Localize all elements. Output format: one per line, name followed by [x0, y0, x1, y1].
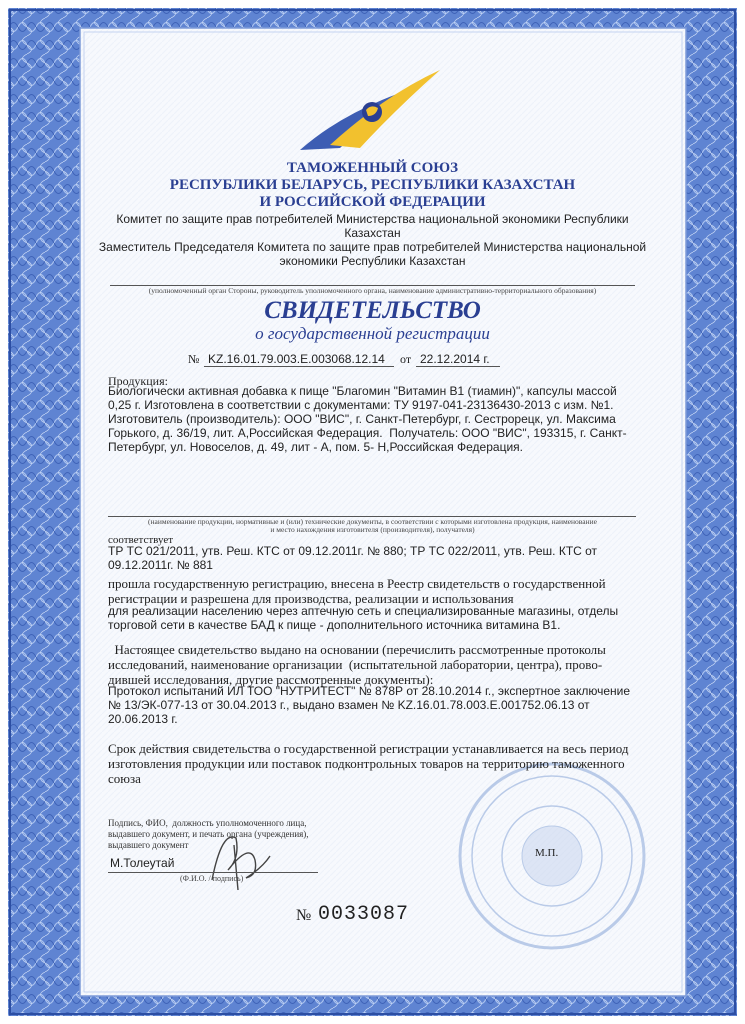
stamp-label: М.П. [535, 847, 559, 859]
basis-document: 20.06.2013 г. [108, 712, 178, 726]
usage-line: для реализации населению через аптечную сеть и специализированные магазины, отделы [108, 604, 619, 618]
compliance-line: 09.12.2011г. № 881 [108, 558, 213, 572]
validity-line: Срок действия свидетельства о государственной регистрации устанавливается на весь период [108, 741, 629, 756]
product-caption-line1: (наименование продукции, нормативные и (или) технические документы, в соответствии с которыми изготовлена продукция, наименование [148, 517, 597, 526]
registration-date: 22.12.2014 г. [420, 352, 490, 366]
union-title-line1: ТАМОЖЕННЫЙ СОЮЗ [286, 160, 459, 176]
product-line: Горького, д. 36/19, лит. А,Российская Федерация. Получатель: ООО "ВИС", 193315, г. Санкт- [108, 426, 627, 440]
passed-line: прошла государственную регистрацию, внесена в Реестр свидетельств о государственной [108, 576, 606, 591]
form-number: 0033087 [318, 903, 410, 926]
product-caption-line2: и место нахождения изготовителя (производителя), получателя) [270, 525, 475, 534]
signature-caption-line: выдавшего документ [108, 840, 189, 850]
product-line: 0,25 г. Изготовлена в соответствии с документами: ТУ 9197-041-23136430-2013 с изм. №1. [108, 398, 614, 412]
registration-no-label: № [188, 352, 200, 366]
authority-line2: Казахстан [344, 226, 401, 240]
signature-caption-line: выдавшего документ, и печать органа (учреждения), [108, 829, 309, 839]
usage-line: торговой сети в качестве БАД к пище - дополнительного источника витамина В1. [108, 618, 561, 632]
certificate-subtitle: о государственной регистрации [255, 324, 490, 343]
signatory-name: М.Толеутай [110, 856, 175, 870]
authority-line4: экономики Республики Казахстан [279, 254, 466, 268]
registration-number: KZ.16.01.79.003.Е.003068.12.14 [208, 352, 385, 366]
basis-line: дившей исследования, другие рассмотренные документы): [108, 672, 434, 687]
product-line: Петербург, ул. Новоселов, д. 49, лит - А, пом. 5- Н,Российская Федерация. [108, 440, 523, 454]
basis-document: Протокол испытаний ИЛ ТОО "НУТРИТЕСТ" № 878Р от 28.10.2014 г., экспертное заключение [108, 684, 630, 698]
signature-sign-caption: (Ф.И.О. / подпись) [180, 874, 244, 883]
validity-line: изготовления продукции или поставок подконтрольных товаров на территорию таможенного [108, 756, 625, 771]
certificate-title: СВИДЕТЕЛЬСТВО [264, 297, 481, 324]
product-line: Изготовитель (производитель): ООО "ВИС", г. Санкт-Петербург, г. Сестрорецк, ул. Максима [108, 412, 616, 426]
union-title-line3: И РОССИЙСКОЙ ФЕДЕРАЦИИ [259, 194, 486, 210]
basis-line: исследований, наименование организации (испытательной лаборатории, центра), прово- [108, 657, 603, 672]
basis-document: № 13/ЭК-077-13 от 30.04.2013 г., выдано взамен № KZ.16.01.78.003.Е.001752.06.13 от [108, 698, 590, 712]
authority-line3: Заместитель Председателя Комитета по защите прав потребителей Министерства национальной [98, 240, 647, 254]
authority-caption: (уполномоченный орган Стороны, руководитель уполномоченного органа, наименование административно-территориального образования) [148, 286, 597, 295]
passed-line: регистрации и разрешена для производства, реализации и использования [108, 591, 514, 606]
basis-line: Настоящее свидетельство выдано на основании (перечислить рассмотренные протоколы [108, 642, 606, 657]
registration-from-label: от [400, 352, 412, 366]
authority-line1: Комитет по защите прав потребителей Министерства национальной экономики Республики [116, 212, 629, 226]
product-label: Продукция: [108, 374, 168, 388]
validity-line: союза [108, 771, 141, 786]
union-title-line2: РЕСПУБЛИКИ БЕЛАРУСЬ, РЕСПУБЛИКИ КАЗАХСТАН [169, 177, 576, 193]
product-line: Биологически активная добавка к пище "Благомин "Витамин В1 (тиамин)", капсулы массой [108, 384, 617, 398]
compliance-line: ТР ТС 021/2011, утв. Реш. КТС от 09.12.2011г. № 880; ТР ТС 022/2011, утв. Реш. КТС от [108, 544, 598, 558]
compliance-label: соответствует [108, 534, 174, 546]
signature-caption-line: Подпись, ФИО, должность уполномоченного лица, [108, 818, 307, 828]
form-number-label: № [296, 907, 312, 924]
